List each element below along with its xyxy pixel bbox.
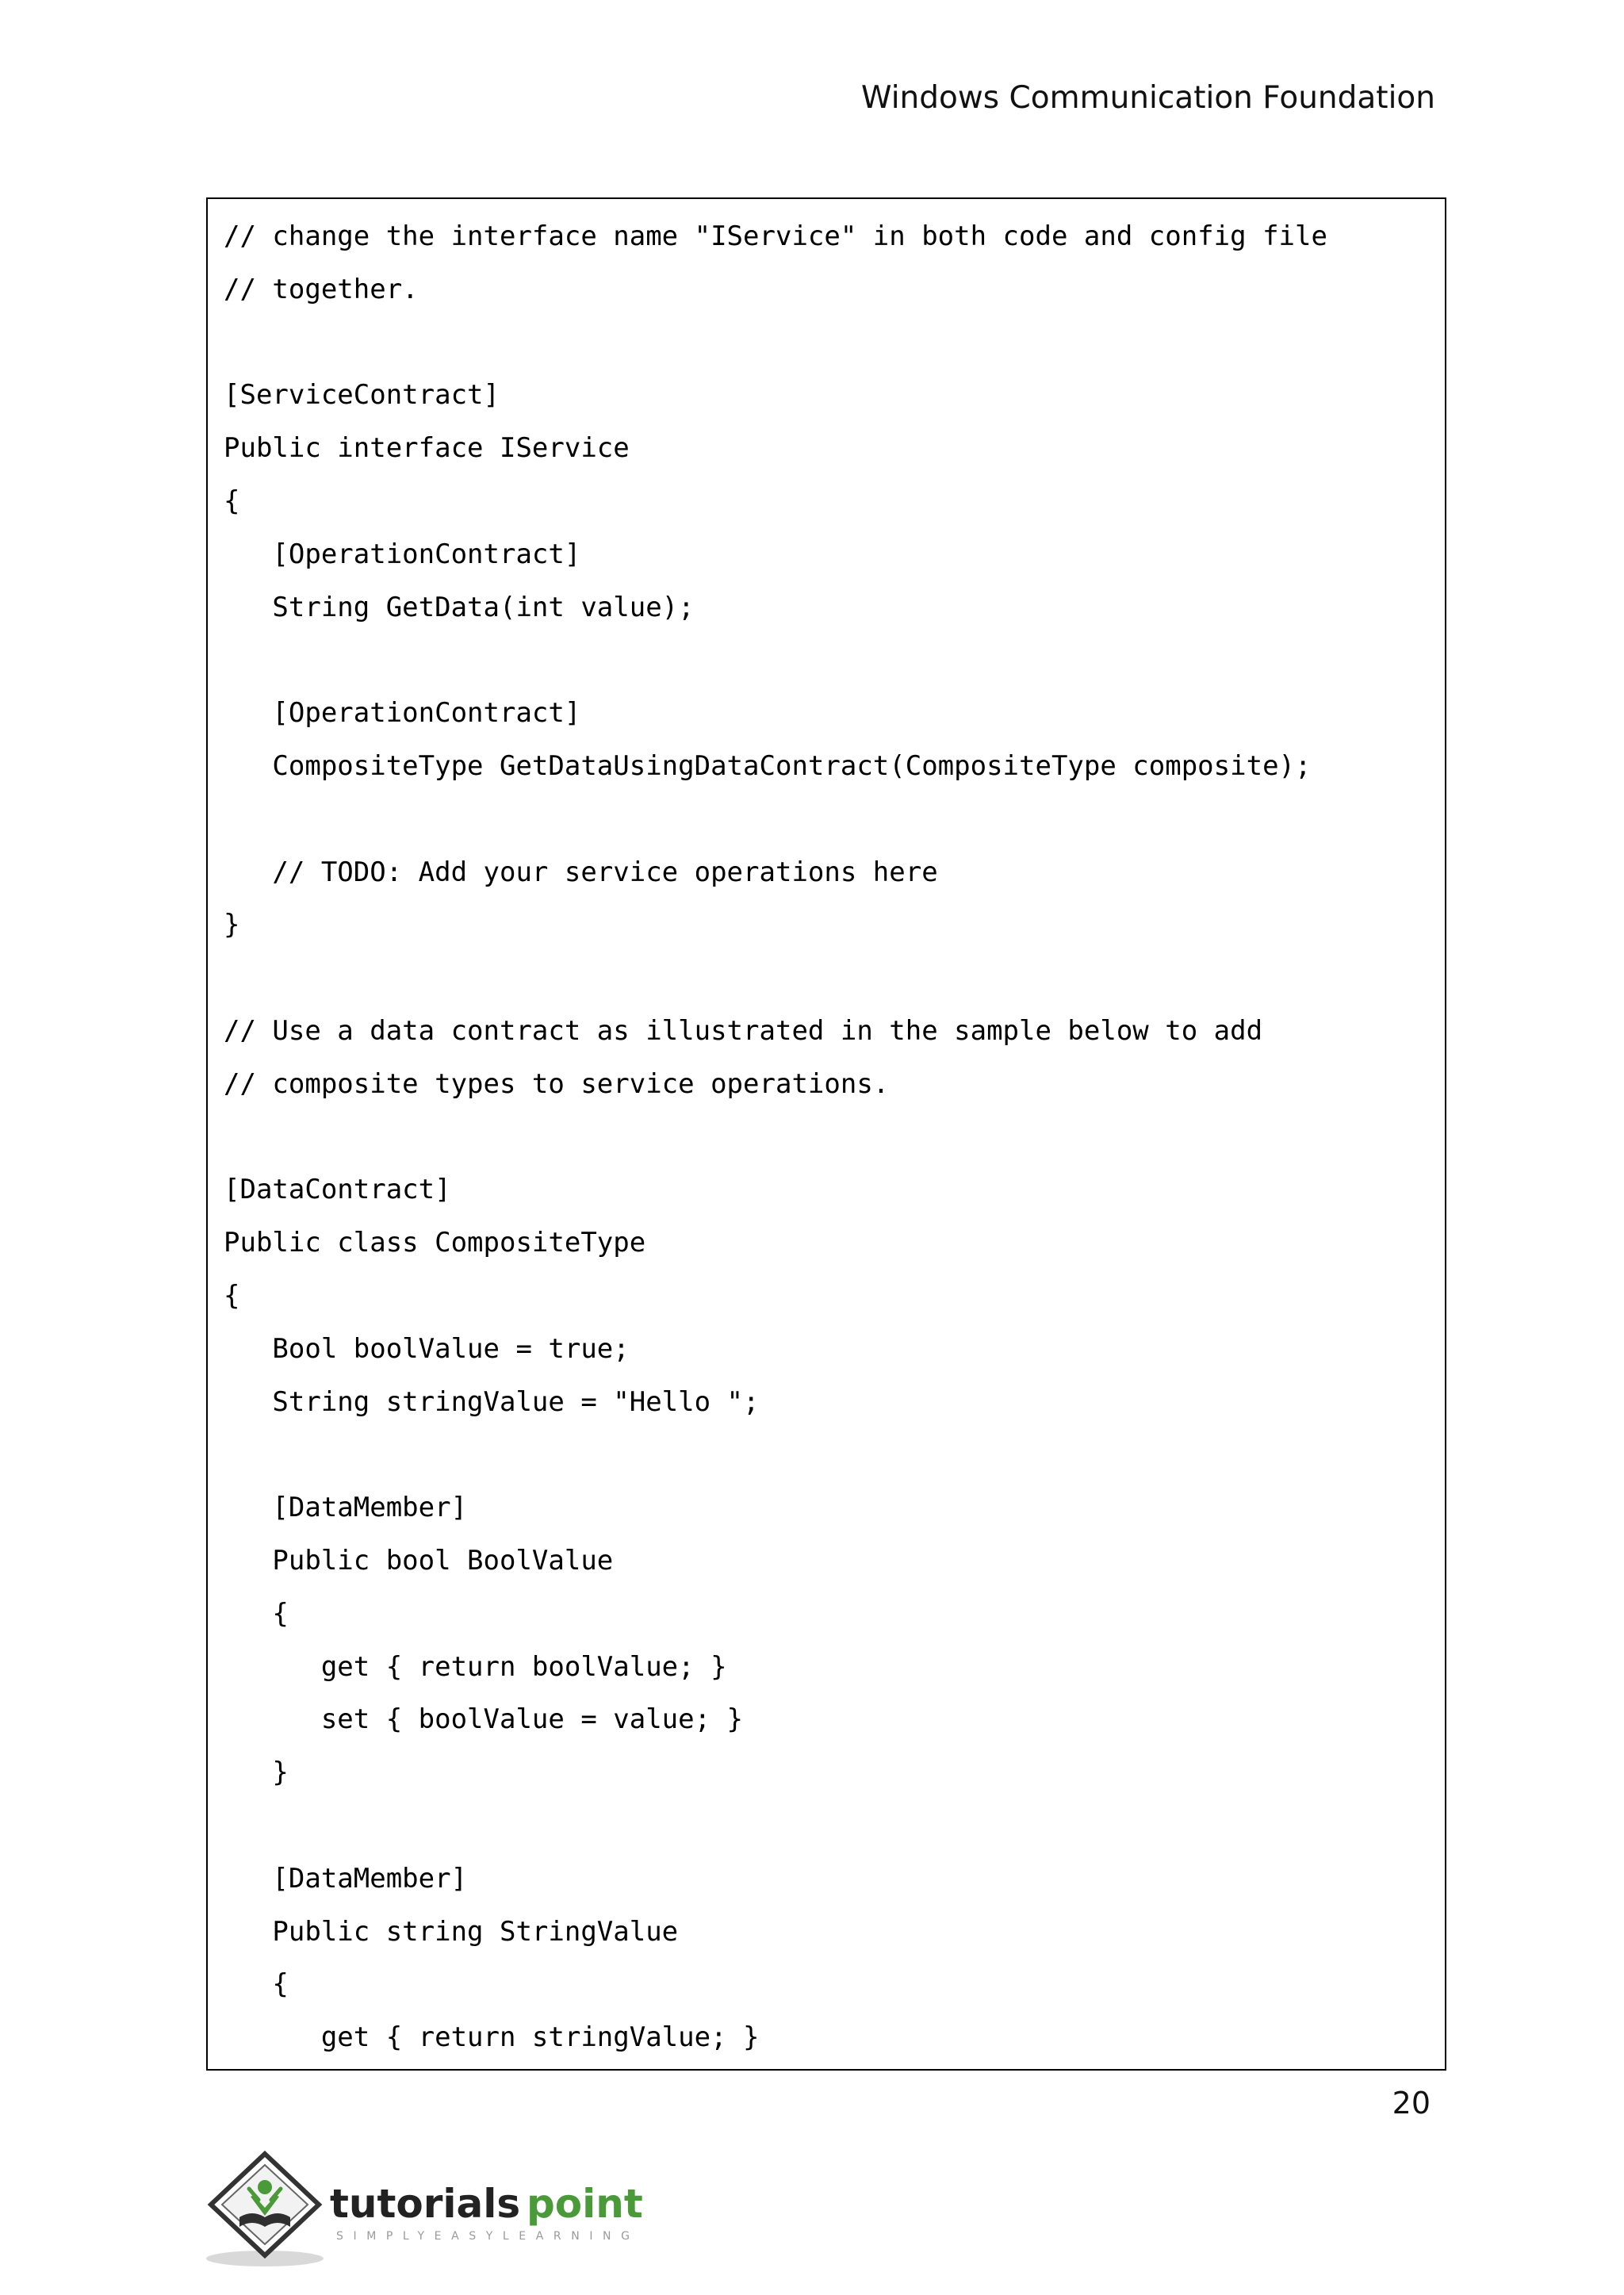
code-line: Bool boolValue = true; [224, 1332, 630, 1365]
code-line: [DataContract] [224, 1174, 451, 1206]
code-line: { [224, 485, 240, 517]
code-line [224, 952, 1327, 1005]
code-line: String stringValue = "Hello "; [224, 1385, 760, 1418]
code-line: get { return stringValue; } [224, 2021, 760, 2054]
code-line [224, 793, 1327, 846]
code-line: [DataMember] [224, 1862, 468, 1895]
page-number: 20 [1392, 2086, 1431, 2121]
code-line: { [224, 1597, 289, 1630]
code-line: [DataMember] [224, 1492, 468, 1524]
logo-graphic [203, 2147, 647, 2274]
running-header: Windows Communication Foundation [861, 80, 1435, 116]
code-line [224, 316, 1327, 370]
code-line: // TODO: Add your service operations here [224, 856, 938, 888]
logo-tagline: SIMPLYEASYLEARNING [336, 2230, 640, 2243]
code-line: set { boolValue = value; } [224, 1703, 744, 1736]
code-line [224, 1799, 1327, 1852]
code-line: } [224, 1757, 289, 1789]
code-line: [ServiceContract] [224, 379, 500, 412]
code-line: Public bool BoolValue [224, 1544, 614, 1577]
code-line: // composite types to service operations. [224, 1067, 890, 1100]
code-lines [224, 210, 1327, 2064]
code-line: Public string StringValue [224, 1915, 679, 1948]
logo-wordmark-primary: tutorials [330, 2181, 521, 2227]
logo-wordmark-secondary: point [527, 2181, 643, 2227]
logo-diamond-inner [222, 2165, 308, 2244]
code-line: // together. [224, 273, 419, 305]
code-line: // Use a data contract as illustrated in the sample below to add [224, 1014, 1263, 1047]
code-line [224, 1428, 1327, 1481]
code-line: String GetData(int value); [224, 591, 695, 623]
code-line: Public class CompositeType [224, 1227, 646, 1259]
code-line: [OperationContract] [224, 538, 581, 570]
code-line [224, 634, 1327, 687]
figure-head-icon [258, 2180, 272, 2194]
code-line: { [224, 1279, 240, 1312]
code-line: // change the interface name "IService" in both code and config file [224, 220, 1327, 252]
code-line: CompositeType GetDataUsingDataContract(CompositeType composite); [224, 749, 1312, 782]
code-line [224, 1111, 1327, 1164]
tutorialspoint-logo [203, 2147, 647, 2274]
code-line: get { return boolValue; } [224, 1650, 727, 1683]
code-line: [OperationContract] [224, 697, 581, 730]
code-block [206, 197, 1446, 2071]
code-line: { [224, 1968, 289, 2001]
code-line: Public interface IService [224, 432, 630, 465]
code-line: } [224, 909, 240, 941]
